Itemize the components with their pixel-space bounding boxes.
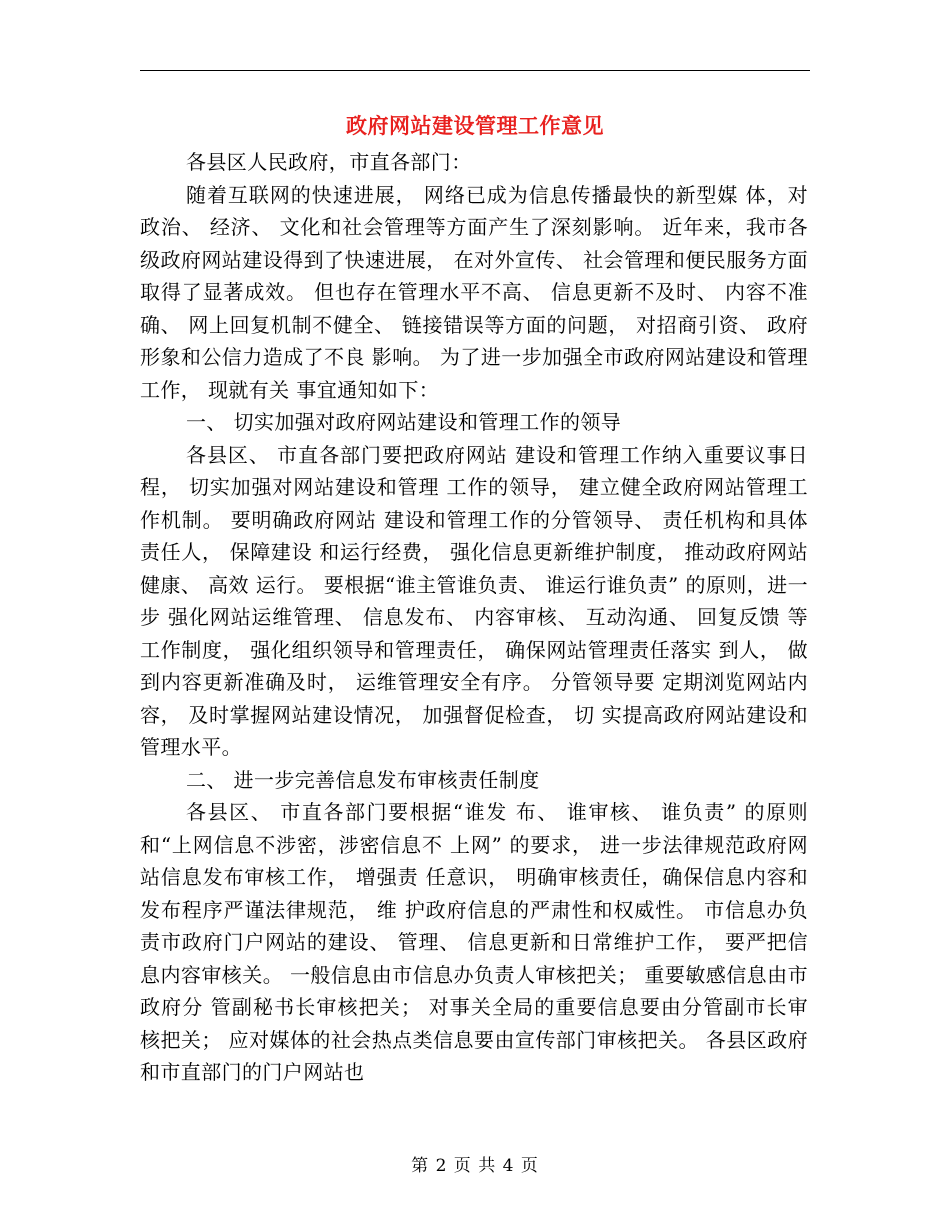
salutation-paragraph: 各县区人民政府，市直各部门： [186,150,472,174]
section-1-paragraph: 各县区、 市直各部门要把政府网站 建设和管理工作纳入重要议事日程， 切实加强对网站建设和管理 工作的领导， 建立健全政府网站管理工作机制。 要明确政府网站 建设和管理工作的分管领导、 责任机构和具体责任人， 保障建设 和运行经费， 强化信息更新维护制度， 推动政府网站健康、 高效 运行。 要根据“谁主管谁负责、 谁运行谁负责” 的原则，进一步 强化网站运维管理、 信息发布、 内容审核、 互动沟通、 回复反馈 等工作制度， 强化组织领导和管理责任， 确保网站管理责任落实 到人， 做到内容更新准确及时， 运维管理安全有序。 分管领导要 定期浏览网站内容， 及时掌握网站建设情况， 加强督促检查， 切 实提高政府网站建设和管理水平。 [140,442,808,759]
header-rule [140,70,810,71]
section-2-paragraph: 各县区、 市直各部门要根据“谁发 布、 谁审核、 谁负责” 的原则和“上网信息不涉密，涉密信息不 上网” 的要求， 进一步法律规范政府网站信息发布审核工作， 增强责 任意识， 明确审核责任，确保信息内容和发布程序严谨法律规范， 维 护政府信息的严肃性和权威性。 市信息办负责市政府门户网站的建设、 管理、 信息更新和日常维护工作， 要严把信息内容审核关。 一般信息由市信息办负责人审核把关； 重要敏感信息由市政府分 管副秘书长审核把关； 对事关全局的重要信息要由分管副市长审 核把关； 应对媒体的社会热点类信息要由宣传部门审核把关。 各县区政府和市直部门的门户网站也 [140,800,808,1084]
document-title: 政府网站建设管理工作意见 [346,114,604,138]
page-number-footer: 第 2 页 共 4 页 [411,1156,539,1176]
section-heading-1: 一、 切实加强对政府网站建设和管理工作的领导 [186,410,622,434]
document-body [140,146,808,1089]
intro-paragraph: 随着互联网的快速进展， 网络已成为信息传播最快的新型媒 体，对政治、 经济、 文化和社会管理等方面产生了深刻影响。 近年来，我市各级政府网站建设得到了快速进展， 在对外宣传、 社会管理和便民服务方面取得了显著成效。 但也存在管理水平不高、 信息更新不及时、 内容不准确、 网上回复机制不健全、 链接错误等方面的问题， 对招商引资、 政府形象和公信力造成了不良 影响。 为了进一步加强全市政府网站建设和管理工作， 现就有关 事宜通知如下： [140,182,808,402]
section-heading-2: 二、 进一步完善信息发布审核责任制度 [186,767,540,792]
